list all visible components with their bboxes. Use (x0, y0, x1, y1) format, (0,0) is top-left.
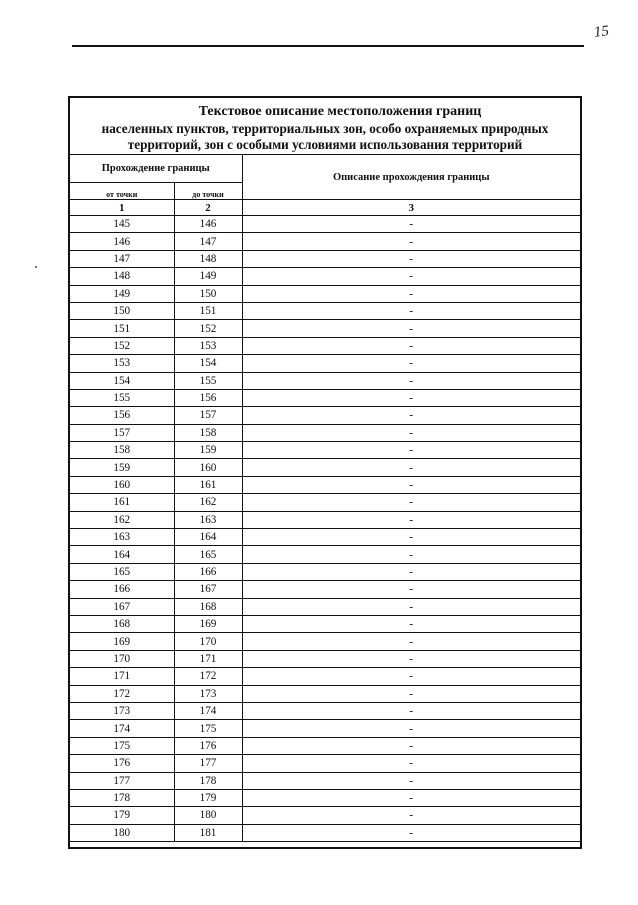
cell-description: - (242, 772, 580, 789)
table-row (70, 615, 580, 632)
table-row (70, 459, 580, 476)
cell-to-point: 164 (174, 529, 242, 546)
cell-from-point: 146 (70, 233, 174, 250)
cell-to-point: 151 (174, 302, 242, 319)
cell-from-point: 158 (70, 442, 174, 459)
cell-from-point: 170 (70, 650, 174, 667)
header-from-point (70, 183, 174, 200)
table-row (70, 581, 580, 598)
cell-to-point: 170 (174, 633, 242, 650)
cell-description: - (242, 685, 580, 702)
cell-description: - (242, 581, 580, 598)
table-row (70, 372, 580, 389)
cell-description: - (242, 337, 580, 354)
cell-description: - (242, 598, 580, 615)
cell-description: - (242, 546, 580, 563)
cell-description: - (242, 720, 580, 737)
header-from-point-label: от точки (106, 190, 138, 199)
cell-to-point: 174 (174, 702, 242, 719)
cell-from-point: 164 (70, 546, 174, 563)
table-row (70, 233, 580, 250)
cell-to-point: 156 (174, 389, 242, 406)
cell-from-point: 180 (70, 824, 174, 841)
cell-to-point: 165 (174, 546, 242, 563)
cell-description: - (242, 494, 580, 511)
cell-from-point: 169 (70, 633, 174, 650)
cell-from-point: 153 (70, 355, 174, 372)
table-row (70, 268, 580, 285)
cell-description: - (242, 302, 580, 319)
table-row (70, 685, 580, 702)
cell-from-point: 179 (70, 807, 174, 824)
header-to-point-label: до точки (192, 190, 224, 199)
cell-description: - (242, 755, 580, 772)
document-title (70, 98, 580, 155)
cell-description: - (242, 511, 580, 528)
column-number-3: 3 (242, 200, 580, 216)
table-row (70, 720, 580, 737)
top-rule (72, 45, 584, 47)
cell-from-point: 155 (70, 389, 174, 406)
cell-from-point: 166 (70, 581, 174, 598)
cell-from-point: 145 (70, 216, 174, 233)
table-row (70, 407, 580, 424)
cell-to-point: 154 (174, 355, 242, 372)
cell-description: - (242, 233, 580, 250)
cell-from-point: 156 (70, 407, 174, 424)
table-row (70, 216, 580, 233)
cell-description: - (242, 563, 580, 580)
table-row (70, 494, 580, 511)
cell-from-point: 176 (70, 755, 174, 772)
table-row (70, 633, 580, 650)
cell-to-point: 158 (174, 424, 242, 441)
table-row (70, 807, 580, 824)
table-row (70, 511, 580, 528)
cell-description: - (242, 250, 580, 267)
cell-to-point: 162 (174, 494, 242, 511)
cell-description: - (242, 615, 580, 632)
table-row (70, 389, 580, 406)
cell-to-point: 178 (174, 772, 242, 789)
cell-description: - (242, 372, 580, 389)
cell-description: - (242, 216, 580, 233)
cell-description: - (242, 459, 580, 476)
table-row (70, 824, 580, 841)
cell-to-point: 181 (174, 824, 242, 841)
title-line-1: Текстовое описание местоположения границ (198, 104, 482, 119)
cell-from-point: 178 (70, 789, 174, 806)
cell-to-point: 177 (174, 755, 242, 772)
cell-to-point: 157 (174, 407, 242, 424)
table-row (70, 546, 580, 563)
cell-to-point: 175 (174, 720, 242, 737)
cell-to-point: 155 (174, 372, 242, 389)
cell-description: - (242, 807, 580, 824)
table-row (70, 529, 580, 546)
cell-to-point: 161 (174, 476, 242, 493)
page-number: 15 (593, 23, 610, 41)
cell-to-point: 166 (174, 563, 242, 580)
cell-from-point: 150 (70, 302, 174, 319)
table-row (70, 668, 580, 685)
cell-description: - (242, 789, 580, 806)
cell-from-point: 177 (70, 772, 174, 789)
table-row (70, 250, 580, 267)
table-row (70, 476, 580, 493)
table-row (70, 302, 580, 319)
cell-to-point: 153 (174, 337, 242, 354)
cell-from-point: 168 (70, 615, 174, 632)
column-number-1: 1 (70, 200, 174, 216)
cell-description: - (242, 355, 580, 372)
cell-from-point: 171 (70, 668, 174, 685)
title-line-3: территорий, зон с особыми условиями использования территорий (127, 137, 523, 152)
table-row (70, 337, 580, 354)
cell-from-point: 173 (70, 702, 174, 719)
cell-description: - (242, 424, 580, 441)
cell-description: - (242, 633, 580, 650)
cell-from-point: 163 (70, 529, 174, 546)
table-row (70, 320, 580, 337)
cell-to-point: 167 (174, 581, 242, 598)
scan-speck (35, 266, 37, 268)
cell-to-point: 171 (174, 650, 242, 667)
cell-from-point: 149 (70, 285, 174, 302)
table-row (70, 789, 580, 806)
cell-to-point: 150 (174, 285, 242, 302)
cell-description: - (242, 442, 580, 459)
table-row (70, 702, 580, 719)
column-number-2: 2 (174, 200, 242, 216)
cell-description: - (242, 650, 580, 667)
boundary-points-table (70, 155, 580, 842)
cell-from-point: 151 (70, 320, 174, 337)
cell-to-point: 173 (174, 685, 242, 702)
cell-to-point: 147 (174, 233, 242, 250)
cell-to-point: 180 (174, 807, 242, 824)
cell-description: - (242, 529, 580, 546)
cell-to-point: 149 (174, 268, 242, 285)
cell-to-point: 172 (174, 668, 242, 685)
cell-description: - (242, 389, 580, 406)
table-row (70, 442, 580, 459)
header-boundary-passage: Прохождение границы (70, 155, 242, 183)
table-row (70, 755, 580, 772)
cell-description: - (242, 737, 580, 754)
cell-from-point: 165 (70, 563, 174, 580)
cell-from-point: 152 (70, 337, 174, 354)
cell-to-point: 146 (174, 216, 242, 233)
title-line-2: населенных пунктов, территориальных зон, особо охраняемых природных (101, 120, 549, 136)
cell-description: - (242, 702, 580, 719)
table-row (70, 598, 580, 615)
cell-from-point: 160 (70, 476, 174, 493)
cell-description: - (242, 285, 580, 302)
table-row (70, 650, 580, 667)
cell-description: - (242, 476, 580, 493)
cell-description: - (242, 668, 580, 685)
cell-from-point: 174 (70, 720, 174, 737)
table-row (70, 285, 580, 302)
cell-to-point: 148 (174, 250, 242, 267)
cell-from-point: 162 (70, 511, 174, 528)
cell-to-point: 176 (174, 737, 242, 754)
table-body (70, 216, 580, 842)
cell-description: - (242, 407, 580, 424)
cell-from-point: 157 (70, 424, 174, 441)
cell-from-point: 148 (70, 268, 174, 285)
cell-from-point: 161 (70, 494, 174, 511)
cell-from-point: 154 (70, 372, 174, 389)
table-row (70, 424, 580, 441)
cell-to-point: 160 (174, 459, 242, 476)
boundary-table-frame (68, 96, 582, 849)
table-row (70, 772, 580, 789)
table-row (70, 737, 580, 754)
cell-from-point: 159 (70, 459, 174, 476)
cell-to-point: 163 (174, 511, 242, 528)
cell-to-point: 152 (174, 320, 242, 337)
table-row (70, 563, 580, 580)
cell-to-point: 179 (174, 789, 242, 806)
cell-description: - (242, 320, 580, 337)
cell-from-point: 172 (70, 685, 174, 702)
cell-description: - (242, 268, 580, 285)
cell-from-point: 175 (70, 737, 174, 754)
header-to-point (174, 183, 242, 200)
table-row (70, 355, 580, 372)
cell-to-point: 168 (174, 598, 242, 615)
header-description: Описание прохождения границы (242, 155, 580, 200)
cell-to-point: 159 (174, 442, 242, 459)
cell-description: - (242, 824, 580, 841)
cell-to-point: 169 (174, 615, 242, 632)
cell-from-point: 167 (70, 598, 174, 615)
cell-from-point: 147 (70, 250, 174, 267)
